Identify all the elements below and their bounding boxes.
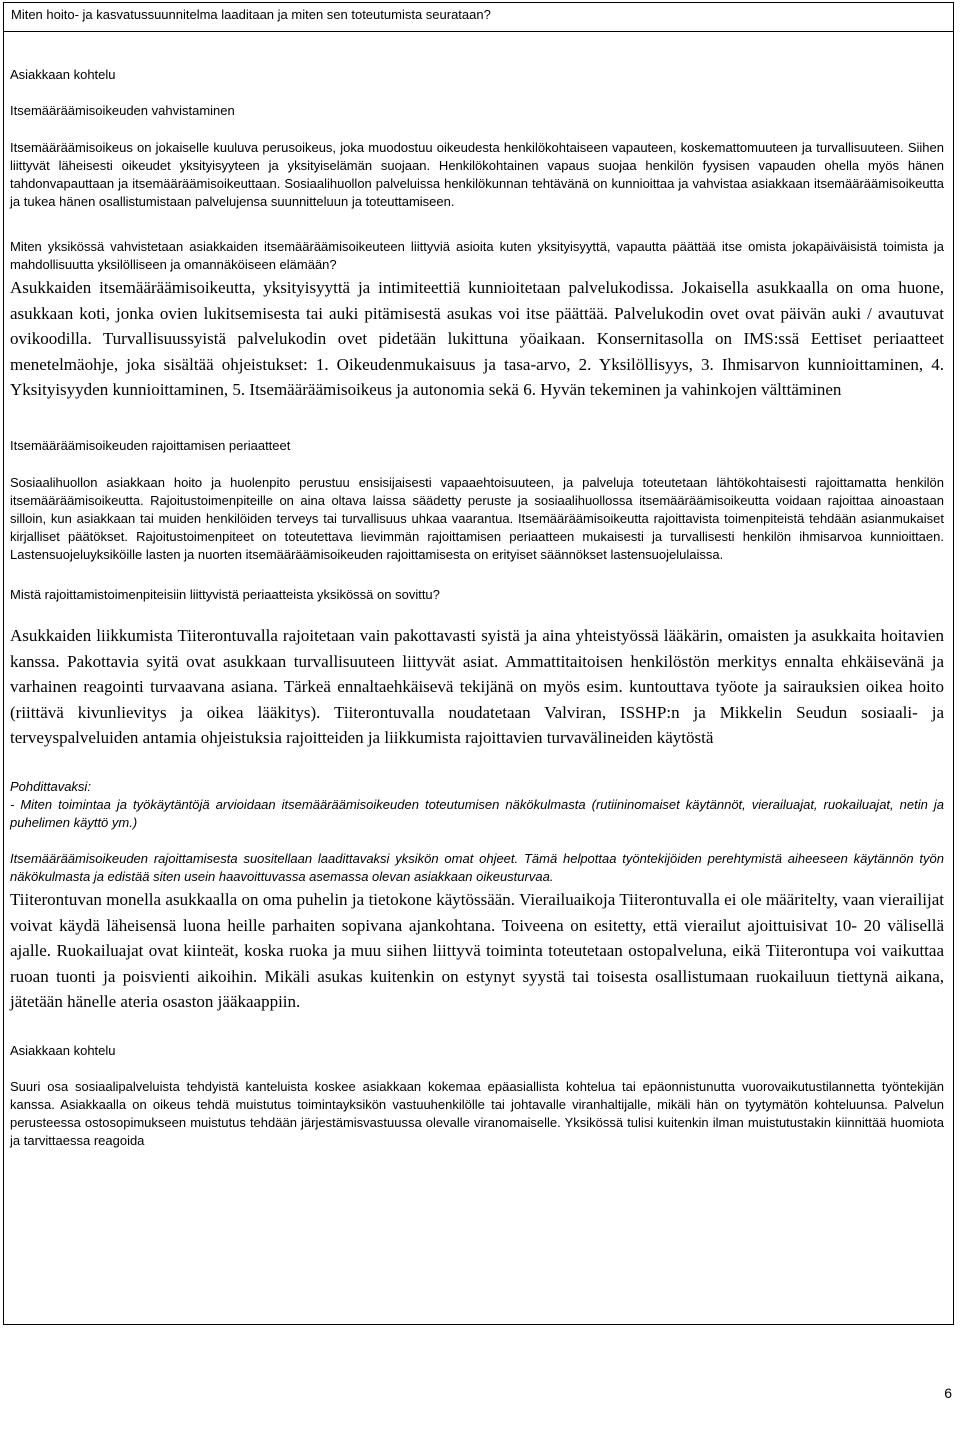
- section2-heading: Itsemääräämisoikeuden rajoittamisen periaatteet: [10, 437, 291, 453]
- section2-intro: Sosiaalihuollon asiakkaan hoito ja huolenpito perustuu ensisijaisesti vapaaehtoisuuteen, ja palveluja toteutetaan lähtökohtaisesti rajoittamatta henkilön itsemääräämisoikeutta. Rajoitustoimenpiteille on aina oltava laissa säädetty peruste ja sosiaalihuollossa itsemääräämisoikeutta voidaan rajoittaa ainoastaan silloin, kun asiakkaan tai muiden henkilöiden terveys tai turvallisuus uhkaa vaarantua. Itsemääräämisoikeutta rajoittavista toimenpiteistä tehdään asianmukaiset kirjalliset päätökset. Rajoitustoimenpiteet on toteutettava lievimmän rajoittamisen periaatteen mukaisesti ja turvallisesti henkilön ihmisarvoa kunnioittaen. Lastensuojeluyksiköille lasten ja nuorten itsemääräämisoikeuden rajoittamisesta on erityiset säännökset lastensuojelulaissa.: [10, 474, 944, 562]
- section1-answer: Asukkaiden itsemääräämisoikeutta, yksityisyyttä ja intimiteettiä kunnioitetaan palvelukodissa. Jokaisella asukkaalla on oma huone, asukkaan koti, jonka ovien lukitsemisesta tai auki pitämisestä asukas voi itse päättää. Palvelukodin ovet ovat päivän auki / avautuvat ovikoodilla. Turvallisuussyistä palvelukodin ovet pidetään lukittuna yöaikaan. Konsernitasolla on IMS:ssä Eettiset periaatteet menetelmäohje, joka sisältää ohjeistukset: 1. Oikeudenmukaisuus ja tasa-arvo, 2. Yksilöllisyys, 3. Ihmisarvon kunnioittaminen, 4. Yksityisyyden kunnioittaminen, 5. Itsemääräämisoikeus ja autonomia sekä 6. Hyvän tekeminen ja vahinkojen välttäminen: [10, 278, 944, 400]
- section3-intro: Suuri osa sosiaalipalveluista tehdyistä kanteluista koskee asiakkaan kokemaa epäasiallista kohtelua tai epäonnistunutta vuorovaikutustilannetta työntekijän kanssa. Asiakkaalla on oikeus tehdä muistutus toimintayksikön vastuuhenkilölle tai johtavalle viranhaltijalle, mikäli hän on tyytymätön kohteluunsa. Palvelun perusteessa ostosopimukseen muistutus tehdään järjestämisvastuussa olevalle viranomaiselle. Yksikössä tulisi kuitenkin ilman muistutustakin kiinnittää huomiota ja tarvittaessa reagoida: [10, 1078, 944, 1148]
- reflection-label: Pohdittavaksi:: [10, 778, 91, 794]
- header-question: Miten hoito- ja kasvatussuunnitelma laaditaan ja miten sen toteutumista seurataan?: [11, 7, 491, 22]
- header-question-cell: [3, 2, 954, 32]
- section1-subheading: Itsemääräämisoikeuden vahvistaminen: [10, 103, 235, 118]
- page-number: 6: [944, 1385, 952, 1401]
- section3-heading: Asiakkaan kohtelu: [10, 1042, 116, 1058]
- section1-question: Miten yksikössä vahvistetaan asiakkaiden itsemääräämisoikeuteen liittyviä asioita kuten yksityisyyttä, vapautta päättää itse omista jokapäiväisistä toimista ja mahdollisuutta yksilölliseen ja omannäköiseen elämään?: [10, 239, 944, 272]
- section2-answer: Asukkaiden liikkumista Tiiterontuvalla rajoitetaan vain pakottavasti syistä ja aina yhteistyössä lääkärin, omaisten ja asukkaita hoitavien kanssa. Pakottavia syitä ovat asukkaan turvallisuuteen liittyvät asiat. Ammattitaitoisen henkilöstön merkitys ennalta ehkäisevänä ja varhainen reagointi turvaavana asiana. Tärkeä ennaltaehkäisevä tekijänä on myös esim. kuntouttava työote ja sairauksien oikea hoito (riittävä kivunlievitys ja oikea lääkitys). Tiiterontuvalla noudatetaan Valviran, ISSHP:n ja Mikkelin Seudun sosiaali- ja terveyspalveluiden antamia ohjeistuksia rajoitteiden ja liikkumista rajoittavien turvavälineiden käytöstä: [10, 625, 944, 748]
- section1-intro: Itsemääräämisoikeus on jokaiselle kuuluva perusoikeus, joka muodostuu oikeudesta henkilökohtaiseen vapauteen, koskemattomuuteen ja turvallisuuteen. Siihen liittyvät läheisesti oikeudet yksityisyyteen ja yksityiselämän suojaan. Henkilökohtainen vapaus suojaa henkilön fyysisen vapauden ohella myös hänen tahdonvapauttaan ja itsemääräämisoikeuttaan. Sosiaalihuollon palveluissa henkilökunnan tehtävänä on kunnioittaa ja vahvistaa asiakkaan itsemääräämisoikeutta ja tukea hänen osallistumistaan palvelujensa suunnitteluun ja toteuttamiseen.: [10, 140, 944, 209]
- section1-heading: Asiakkaan kohtelu: [10, 67, 116, 82]
- reflection-recommendation: Itsemääräämisoikeuden rajoittamisesta suositellaan laadittavaksi yksikön omat ohjeet. Tämä helpottaa työntekijöiden perehtymistä aiheeseen käytännön työn näkökulmasta ja edistää siten usein haavoittuvassa asemassa olevan asiakkaan oikeusturvaa.: [10, 850, 944, 884]
- content: [10, 36, 944, 1150]
- reflection-answer: Tiiterontuvan monella asukkaalla on oma puhelin ja tietokone käytössään. Vierailuaikoja Tiiterontuvalla ei ole määritelty, vaan vierailijat voivat käydä läheisensä luona heille parhaiten sopivana ajankohtana. Toiveena on esitetty, että vierailut ajoittuisivat 10- 20 välisellä ajalle. Ruokailuajat ovat kiinteät, koska ruoka ja muu siihen liittyvä toiminta toteutetaan ostopalveluna, eikä Tiiterontupa voi vaikuttaa ruoan tuonti ja poisvienti aikoihin. Mikäli asukas kuitenkin on estynyt syystä tai toisesta osallistumaan ruokailuun tiettynä aikana, jätetään hänelle ateria osaston jääkaappiin.: [10, 889, 944, 1012]
- reflection-item: - Miten toimintaa ja työkäytäntöjä arvioidaan itsemääräämisoikeuden toteutumisen näkökulmasta (rutiininomaiset käytännöt, vierailuajat, ruokailuajat, netin ja puhelimen käyttö ym.): [10, 796, 944, 830]
- section2-question: Mistä rajoittamistoimenpiteisiin liittyvistä periaatteista yksikössä on sovittu?: [10, 586, 440, 602]
